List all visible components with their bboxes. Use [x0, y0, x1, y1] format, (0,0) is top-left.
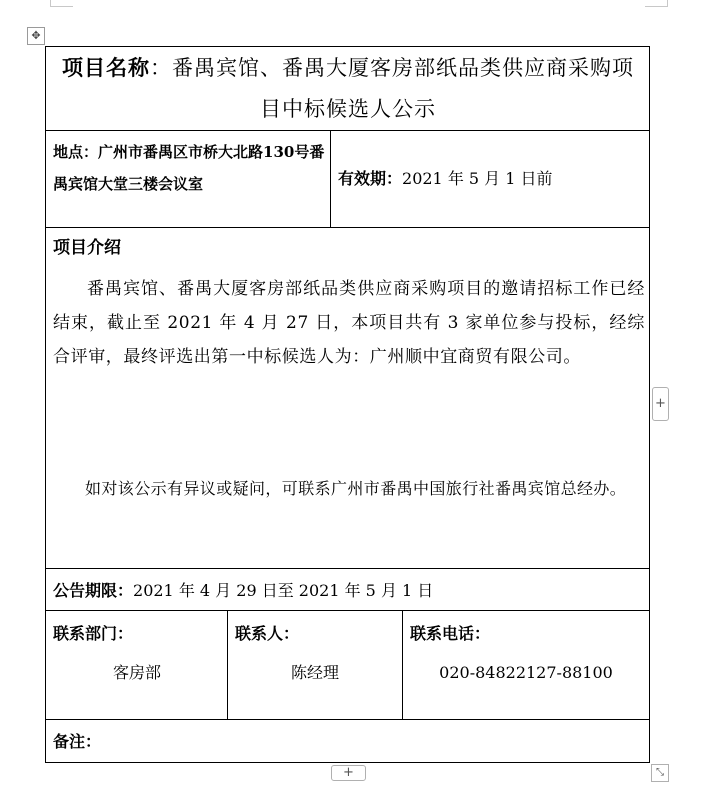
objection-note: 如对该公示有异议或疑问，可联系广州市番禺中国旅行社番禺宾馆总经办。	[85, 479, 627, 498]
location-cell	[53, 136, 330, 200]
contact-dept-value: 客房部	[112, 663, 161, 682]
validity-label: 有效期：	[338, 169, 403, 188]
contact-dept-label: 联系部门：	[53, 624, 134, 643]
notice-period-label: 公告期限：	[53, 581, 134, 600]
table-move-handle-icon[interactable]: ✥	[27, 27, 45, 45]
validity-value: 2021 年 5 月 1 日前	[402, 169, 553, 188]
table-resize-handle-icon[interactable]: ⤡	[651, 764, 669, 782]
notice-period	[53, 577, 433, 605]
page-corner-mark-right	[645, 0, 668, 7]
page-corner-mark-left	[50, 0, 73, 7]
intro-paragraph: 番禺宾馆、番禺大厦客房部纸品类供应商采购项目的邀请招标工作已经结束，截止至 2021 年 4 月 27 日，本项目共有 3 家单位参与投标，经综合评审，最终评选出第一中标候选人为：广州顺中宜商贸有限公司。	[53, 279, 645, 367]
contact-person-label: 联系人：	[235, 624, 300, 643]
location-value: 广州市番禺区市桥大北路130号番禺宾馆大堂三楼会议室	[53, 143, 325, 193]
project-title	[47, 48, 649, 130]
project-title-label: 项目名称	[62, 56, 150, 80]
remarks-label: 备注：	[53, 732, 102, 751]
contact-phone-value: 020-84822127-88100	[439, 663, 613, 682]
project-title-text: ：番禺宾馆、番禺大厦客房部纸品类供应商采购项目中标候选人公示	[150, 56, 634, 121]
add-column-button[interactable]: +	[652, 387, 669, 421]
contact-person-value: 陈经理	[290, 663, 339, 682]
contact-phone-label: 联系电话：	[410, 624, 491, 643]
notice-period-value: 2021 年 4 月 29 日至 2021 年 5 月 1 日	[133, 581, 434, 600]
location-label: 地点：	[53, 143, 99, 161]
validity-cell	[338, 163, 643, 195]
intro-heading: 项目介绍	[53, 238, 121, 258]
add-row-button[interactable]: +	[331, 765, 366, 781]
